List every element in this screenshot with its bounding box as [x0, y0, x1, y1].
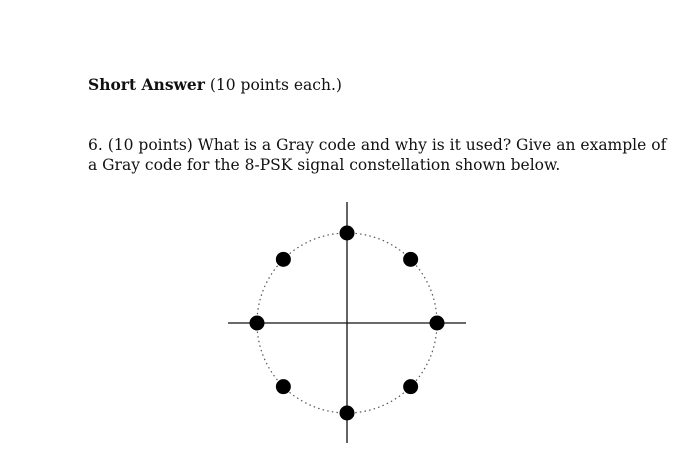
- constellation-point-135deg: [276, 252, 291, 267]
- constellation-point-0deg: [430, 316, 445, 331]
- question-line-1: 6. (10 points) What is a Gray code and why is it used? Give an example of: [88, 136, 667, 154]
- constellation-point-315deg: [403, 379, 418, 394]
- constellation-point-225deg: [276, 379, 291, 394]
- constellation-point-270deg: [340, 406, 355, 421]
- question-line-2: a Gray code for the 8-PSK signal constellation shown below.: [88, 156, 561, 174]
- constellation-point-90deg: [340, 226, 355, 241]
- section-title-bold: Short Answer: [88, 75, 205, 94]
- section-title-points: (10 points each.): [209, 76, 342, 94]
- constellation-point-180deg: [250, 316, 265, 331]
- constellation-point-45deg: [403, 252, 418, 267]
